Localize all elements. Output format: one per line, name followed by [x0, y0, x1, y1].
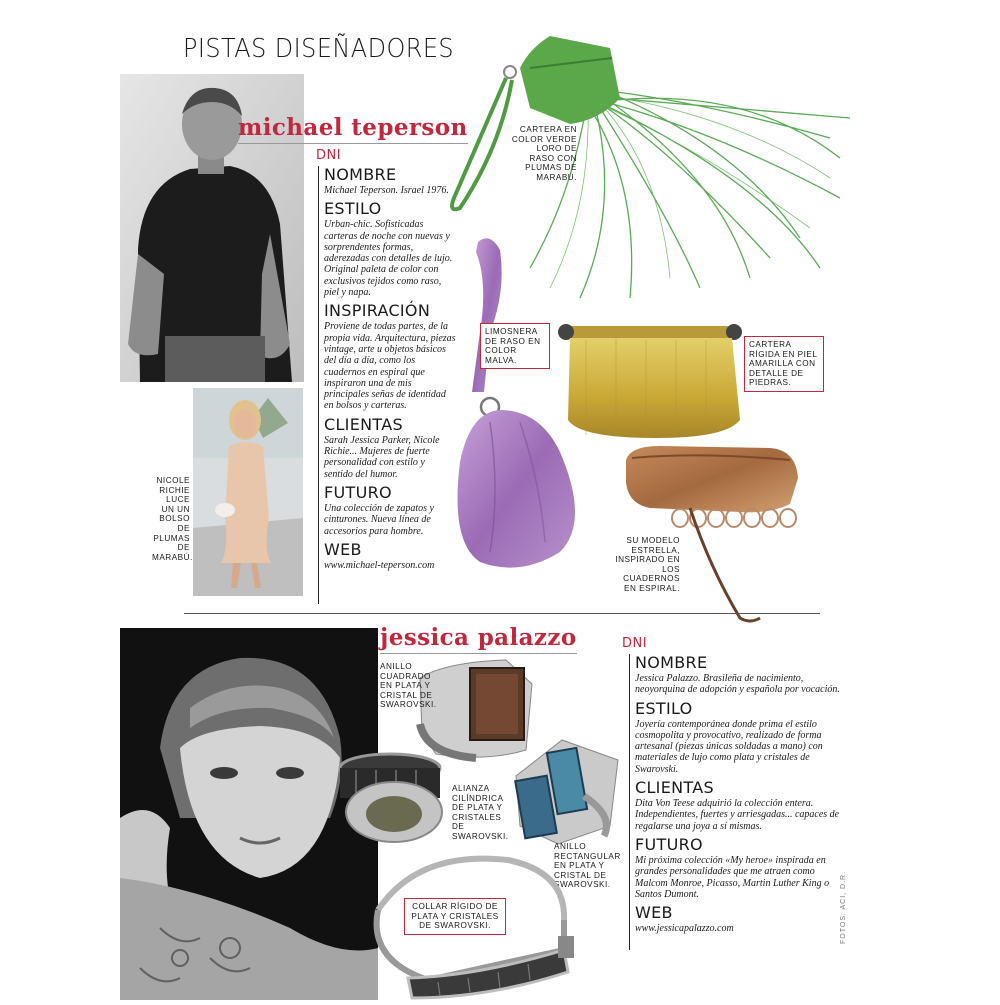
section-text: Proviene de todas partes, de la propia vida. Arquitectura, piezas vintage, arte u objetos básicos del día a día, como los cuadernos en espiral que inspiraron una de mis principales señas de identidad en bolsos y carteras. [324, 321, 456, 412]
section-heading: INSPIRACIÓN [324, 301, 431, 321]
section-divider [184, 613, 820, 614]
caption-alianza: ALIANZA CILÍNDRICA DE PLATA Y CRISTALES DE SWAROVSKI. [452, 784, 509, 841]
section-text: Jessica Palazzo. Brasileña de nacimiento, neoyorquina de adopción y española por vocación. [635, 673, 840, 696]
dni-label: DNI [316, 148, 342, 163]
caption-rigid-collar: COLLAR RÍGIDO DE PLATA Y CRISTALES DE SWAROVSKI. [404, 898, 506, 935]
section-heading: CLIENTAS [324, 414, 403, 434]
profile-section [324, 302, 456, 411]
section-heading: WEB [324, 539, 362, 559]
section-heading: CLIENTAS [635, 778, 714, 798]
caption-yellow-clutch: CARTERA RÍGIDA EN PIEL AMARILLA CON DETALLE DE PIEDRAS. [744, 336, 824, 392]
section-text: Urban-chic. Sofisticadas carteras de noche con nuevas y sorprendentes formas, aderezadas con detalles de lujo. Original paleta de color con exclusivos tejidos como raso, piel y napa. [324, 219, 453, 299]
section-heading: ESTILO [324, 199, 382, 219]
caption-mauve-pouch: LIMOSNERA DE RASO EN COLOR MALVA. [480, 323, 550, 369]
section-heading: FUTURO [635, 834, 703, 854]
caption-rectangular-ring: ANILLO RECTANGULAR EN PLATA Y CRISTAL DE SWAROVSKI. [554, 842, 621, 890]
designer-profile [318, 166, 456, 604]
rectangular-ring-image [514, 736, 622, 846]
caption-nicole-richie: NICOLE RICHIE LUCE UN UN BOLSO DE PLUMAS DE MARABÚ. [152, 476, 193, 562]
designer-name: jessica palazzo [380, 624, 577, 651]
caption-spiral-clutch: SU MODELO ESTRELLA, INSPIRADO EN LOS CUADERNOS EN ESPIRAL. [615, 536, 680, 593]
section-heading: NOMBRE [324, 165, 397, 184]
yellow-clutch-image [556, 320, 746, 442]
section-heading: WEB [635, 903, 673, 923]
section-heading: NOMBRE [635, 653, 708, 672]
profile-section [635, 904, 845, 934]
caption-green-clutch: CARTERA EN COLOR VERDE LORO DE RASO CON PLUMAS DE MARABÚ. [511, 125, 577, 182]
nicole-richie-photo [193, 388, 303, 596]
page-title: PISTAS DISEÑADORES [183, 34, 455, 64]
copper-spiral-clutch-image [620, 438, 820, 624]
section-text: Michael Teperson. Israel 1976. [324, 185, 449, 196]
designer-profile [629, 654, 845, 950]
section-text: Mi próxima colección «My heroe» inspirada en grandes personalidades que me atraen como Malcom Monroe, Picasso, Martin Luther King o Santos Dumont. [635, 854, 830, 900]
profile-section [324, 416, 456, 480]
section-heading: ESTILO [635, 698, 693, 718]
section-text: www.jessicapalazzo.com [635, 923, 734, 935]
section-heading: FUTURO [324, 482, 392, 502]
section-text: Una colección de zapatos y cinturones. Nueva línea de accesorios para hombre. [324, 502, 434, 537]
profile-section [635, 836, 845, 900]
profile-section [324, 484, 456, 537]
profile-section [635, 700, 845, 775]
section-text: Sarah Jessica Parker, Nicole Richie... Mujeres de fuerte personalidad con estilo y sentido del humor. [324, 434, 440, 480]
profile-section [635, 779, 845, 832]
caption-square-ring: ANILLO CUADRADO EN PLATA Y CRISTAL DE SWAROVSKI. [380, 662, 437, 710]
designer-name: michael teperson [238, 114, 468, 141]
section-text: Dita Von Teese adquirió la colección entera. Independientes, fuertes y arriesgadas... capaces de regalarse una joya a sí mismas. [635, 798, 840, 832]
cylindrical-ring-image [336, 748, 444, 844]
profile-section [635, 654, 845, 696]
section-text: Joyería contemporánea donde prima el estilo cosmopolita y provocativo, realizado de forma artesanal (piezas únicas soldadas a mano) con materiales de lujo como plata y cristales de Swarovski. [635, 718, 823, 775]
dni-label: DNI [622, 636, 648, 651]
section-text: www.michael-teperson.com [324, 559, 435, 571]
profile-section [324, 541, 456, 571]
profile-section [324, 166, 456, 196]
photo-credit: FOTOS: ACI, D.R. [840, 870, 847, 944]
profile-section [324, 200, 456, 298]
